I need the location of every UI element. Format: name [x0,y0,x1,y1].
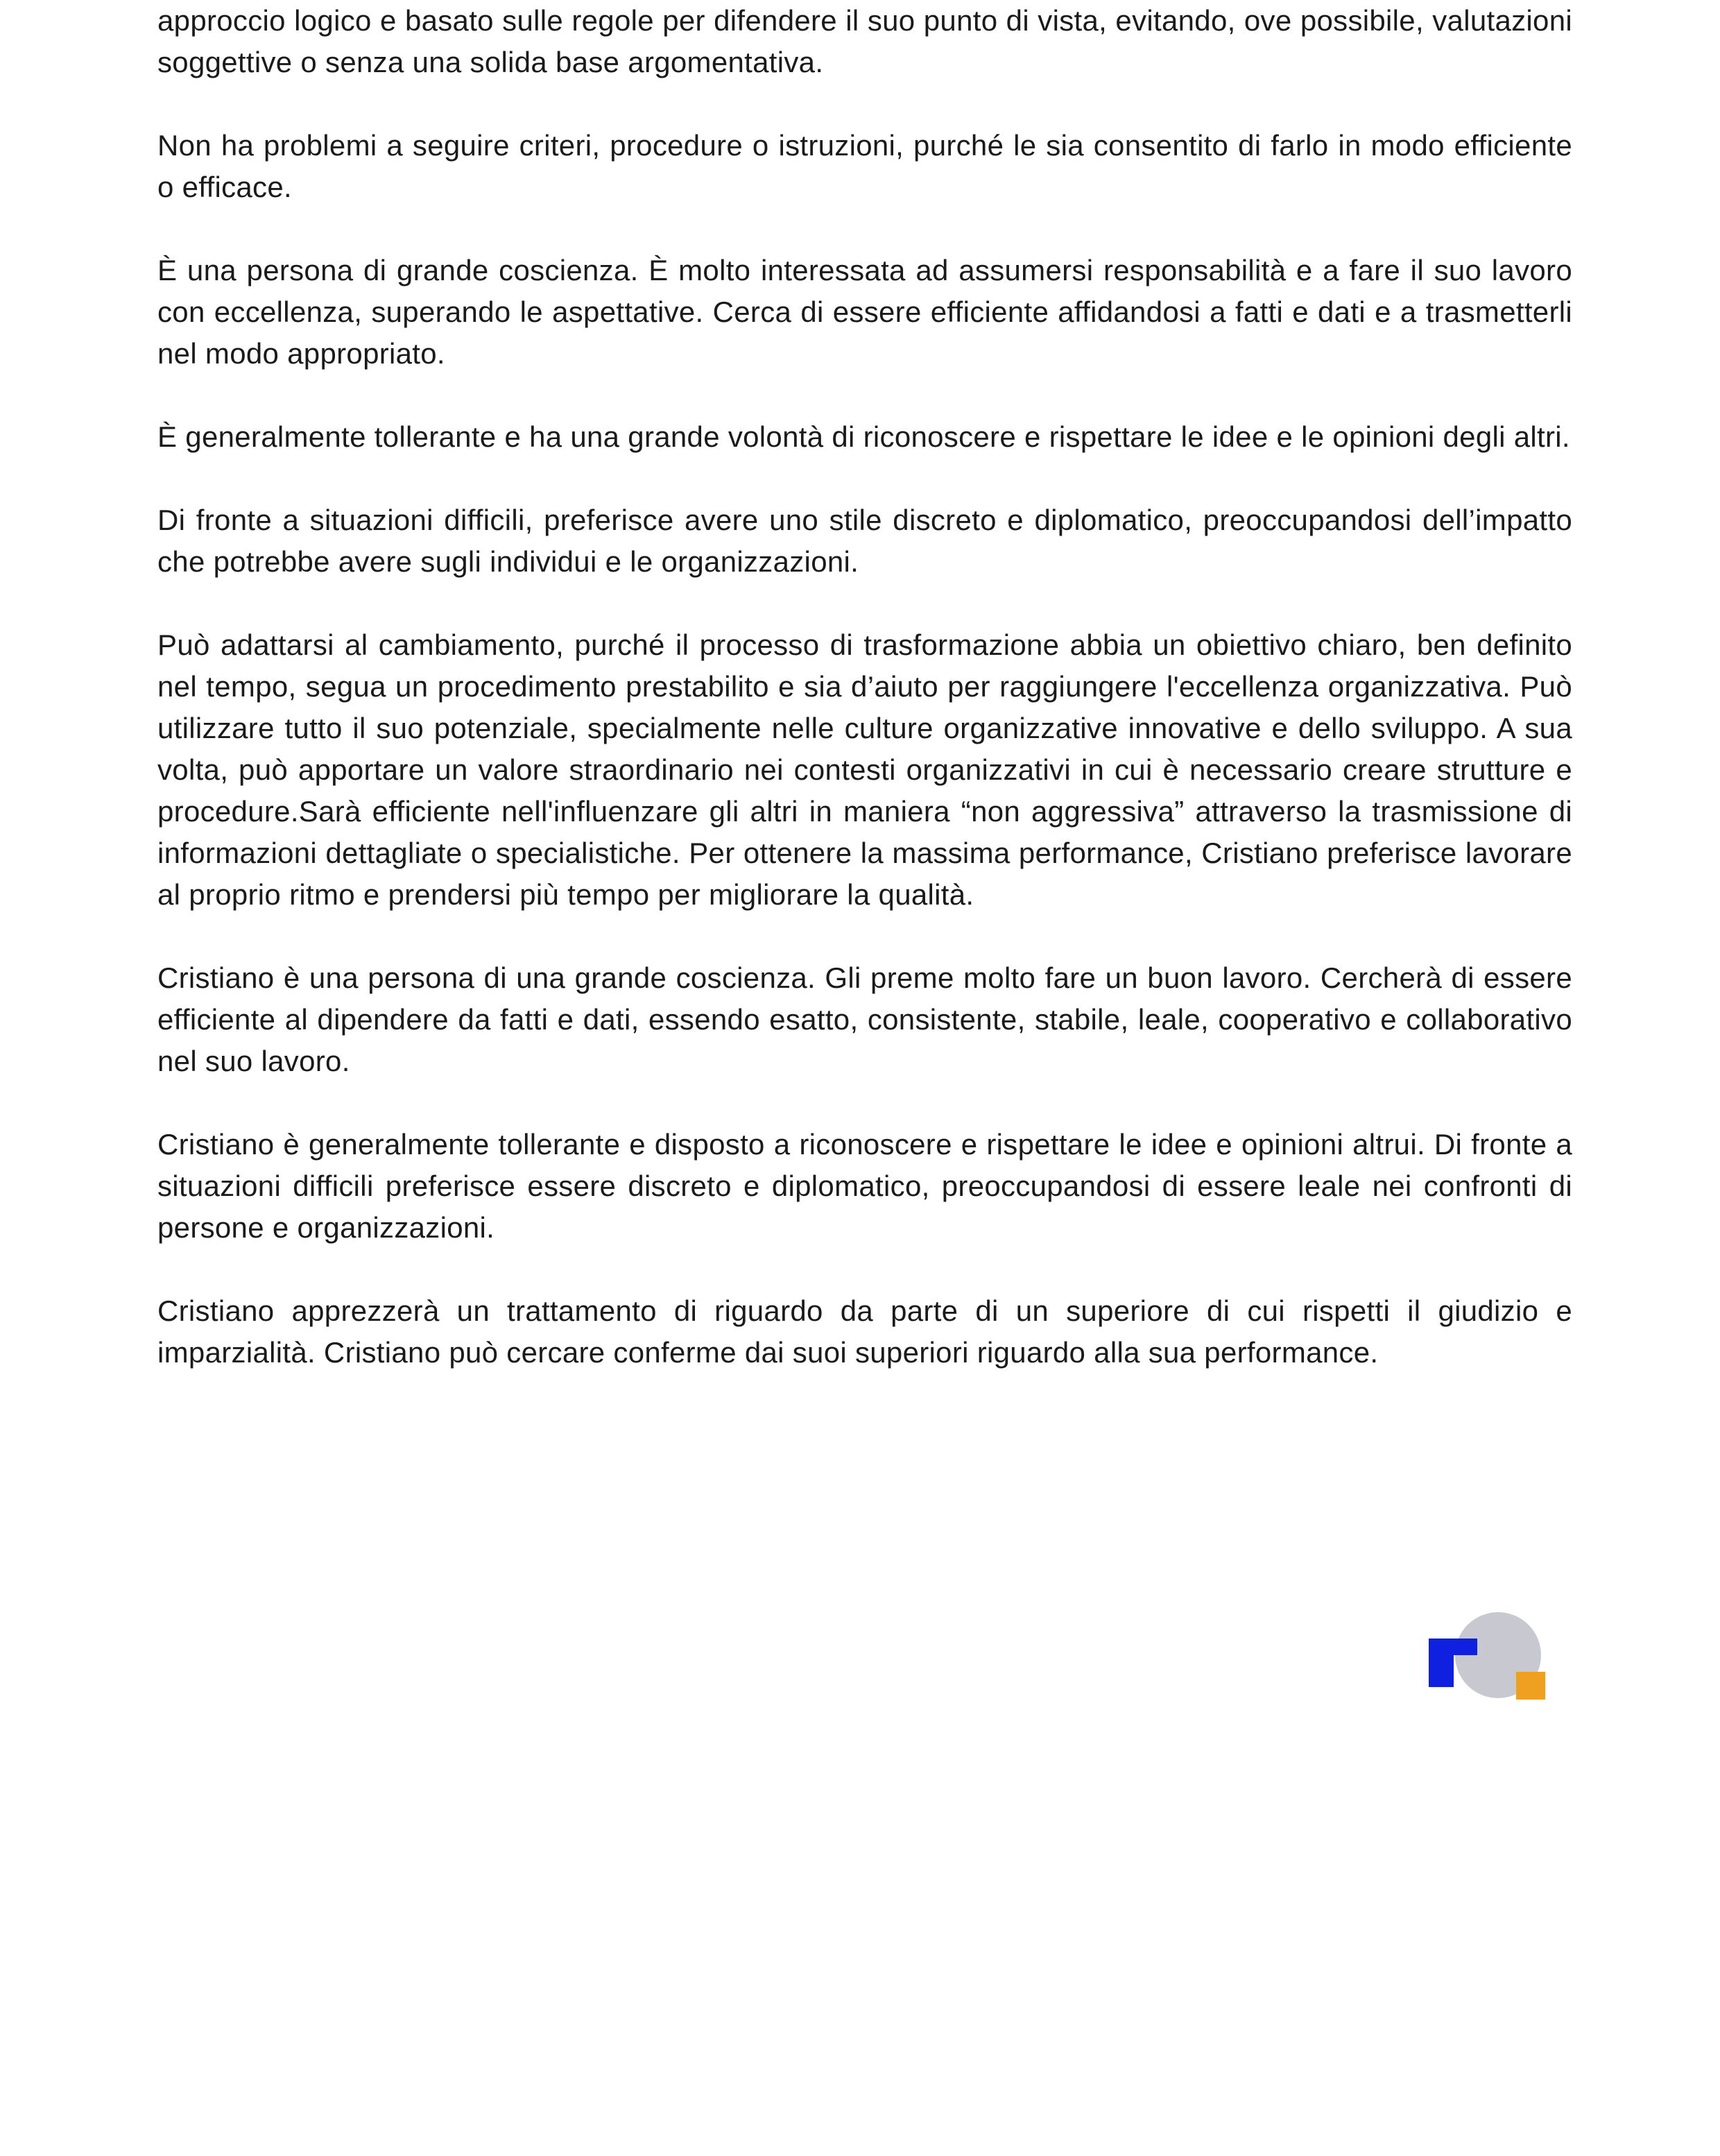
paragraph: È generalmente tollerante e ha una grande volontà di riconoscere e rispettare le idee e le opinioni degli altri. [157,420,1570,453]
paragraph: Cristiano è una persona di una grande coscienza. Gli preme molto fare un buon lavoro. Cercherà di essere efficiente al dipendere da fatti e dati, essendo esatto, consistente, stabile, leale, cooperativo e collaborativo nel suo lavoro. [157,961,1572,1077]
document-body [157,0,1572,1415]
paragraph: Può adattarsi al cambiamento, purché il processo di trasformazione abbia un obiettivo chiaro, ben definito nel tempo, segua un procedimento prestabilito e sia d’aiuto per raggiungere l'eccellenza organizzativa. Può utilizzare tutto il suo potenziale, specialmente nelle culture organizzative innovative e dello sviluppo. A sua volta, può apportare un valore straordinario nei contesti organizzativi in cui è necessario creare strutture e procedure.Sarà efficiente nell'influenzare gli altri in maniera “non aggressiva” attraverso la trasmissione di informazioni dettagliate o specialistiche. Per ottenere la massima performance, Cristiano preferisce lavorare al proprio ritmo e prendersi più tempo per migliorare la qualità. [157,628,1572,911]
paragraph: Cristiano apprezzerà un trattamento di riguardo da parte di un superiore di cui rispetti il giudizio e imparzialità. Cristiano può cercare conferme dai suoi superiori riguardo alla sua performance. [157,1294,1572,1369]
paragraph: Di fronte a situazioni difficili, preferisce avere uno stile discreto e diplomatico, preoccupandosi dell’impatto che potrebbe avere sugli individui e le organizzazioni. [157,504,1572,578]
paragraph: approccio logico e basato sulle regole per difendere il suo punto di vista, evitando, ove possibile, valutazioni soggettive o senza una solida base argomentativa. [157,4,1572,78]
paragraph: Non ha problemi a seguire criteri, procedure o istruzioni, purché le sia consentito di farlo in modo efficiente o efficace. [157,129,1572,203]
logo-orange-square [1516,1672,1545,1700]
brand-logo-icon [1426,1611,1551,1701]
paragraph: Cristiano è generalmente tollerante e disposto a riconoscere e rispettare le idee e opinioni altrui. Di fronte a situazioni difficili preferisce essere discreto e diplomatico, preoccupandosi di essere leale nei confronti di persone e organizzazioni. [157,1128,1572,1244]
paragraph: È una persona di grande coscienza. È molto interessata ad assumersi responsabilità e a fare il suo lavoro con eccellenza, superando le aspettative. Cerca di essere efficiente affidandosi a fatti e dati e a trasmetterli nel modo appropriato. [157,254,1572,370]
